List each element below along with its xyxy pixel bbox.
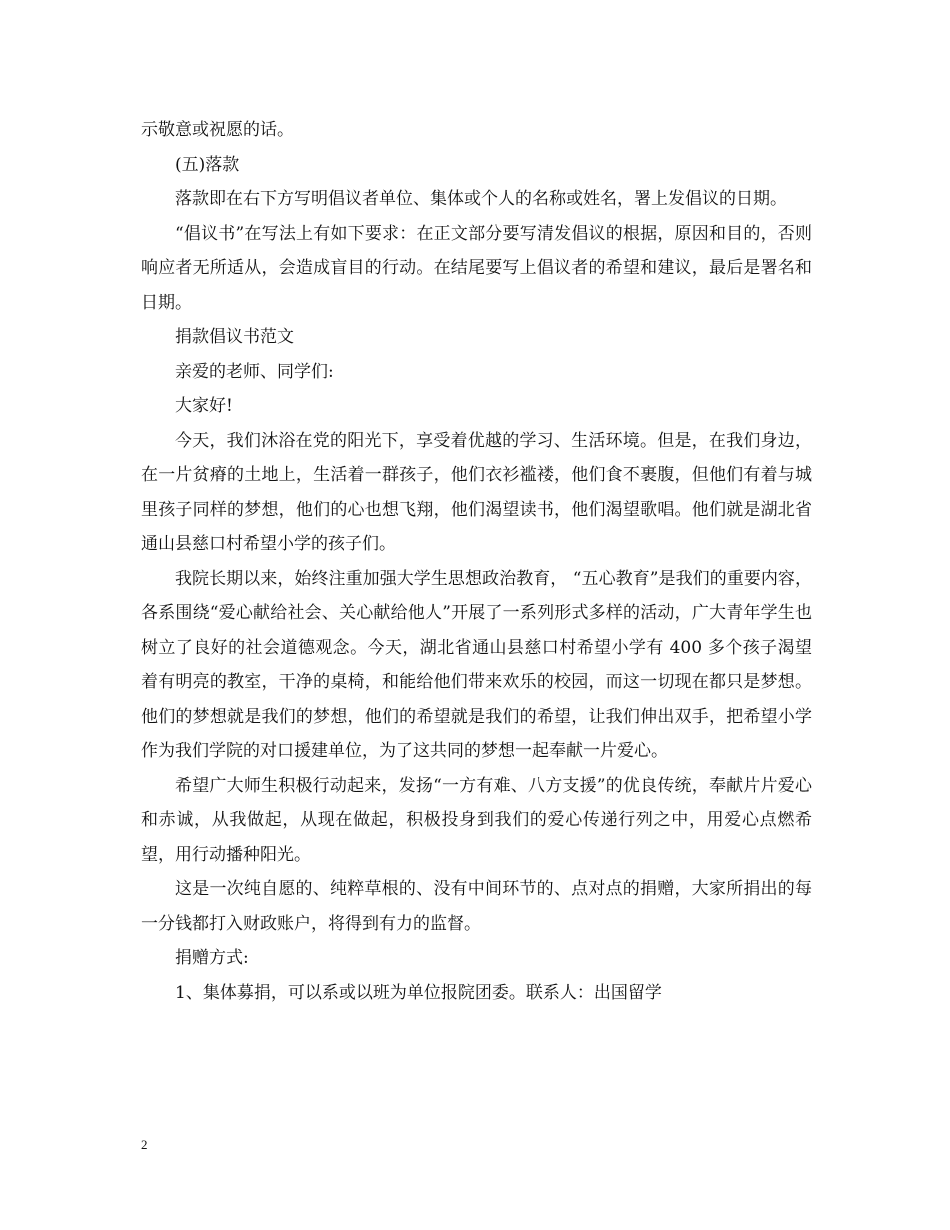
document-body (141, 113, 812, 1010)
paragraph-10: 希望广大师生积极行动起来，发扬“一方有难、八方支援”的优良传统，奉献片片爱心和赤诚，从我做起，从现在做起，积极投身到我们的爱心传递行列之中，用爱心点燃希望，用行动播种阳光。 (141, 775, 812, 865)
donation-methods-heading: 捐赠方式: (175, 948, 249, 968)
greeting: 大家好! (175, 396, 233, 416)
paragraph-9: 我院长期以来，始终注重加强大学生思想政治教育， “五心教育”是我们的重要内容，各系围绕“爱心献给社会、关心献给他人”开展了一系列形式多样的活动，广大青年学生也树立了良好的社会道德观念。今天，湖北省通山县慈口村希望小学有 400 多个孩子渴望着有明亮的教室，干净的桌椅，和能给他们带来欢乐的校园，而这一切现在都只是梦想。他们的梦想就是我们的梦想，他们的希望就是我们的希望，让我们伸出双手，把希望小学作为我们学院的对口援建单位，为了这共同的梦想一起奉献一片爱心。 (141, 568, 812, 761)
salutation: 亲爱的老师、同学们: (175, 361, 334, 382)
paragraph-1: 示敬意或祝愿的话。 (141, 120, 294, 140)
section-heading-signature: (五)落款 (175, 154, 240, 175)
paragraph-11: 这是一次纯自愿的、纯粹草根的、没有中间环节的、点对点的捐赠，大家所捐出的每一分钱都打入财政账户，将得到有力的监督。 (141, 879, 812, 934)
page-number: 2 (141, 1137, 148, 1152)
donation-method-1: 1、集体募捐，可以系或以班为单位报院团委。联系人：出国留学 (175, 982, 662, 1003)
paragraph-8: 今天，我们沐浴在党的阳光下，享受着优越的学习、生活环境。但是，在我们身边，在一片贫瘠的土地上，生活着一群孩子，他们衣衫褴褛，他们食不裹腹，但他们有着与城里孩子同样的梦想，他们的心也想飞翔，他们渴望读书，他们渴望歌唱。他们就是湖北省通山县慈口村希望小学的孩子们。 (141, 430, 812, 554)
sample-title: 捐款倡议书范文 (175, 327, 294, 347)
paragraph-4: “倡议书”在写法上有如下要求：在正文部分要写清发倡议的根据，原因和目的，否则响应者无所适从，会造成盲目的行动。在结尾要写上倡议者的希望和建议，最后是署名和日期。 (141, 223, 812, 313)
paragraph-3: 落款即在右下方写明倡议者单位、集体或个人的名称或姓名，署上发倡议的日期。 (175, 189, 787, 209)
